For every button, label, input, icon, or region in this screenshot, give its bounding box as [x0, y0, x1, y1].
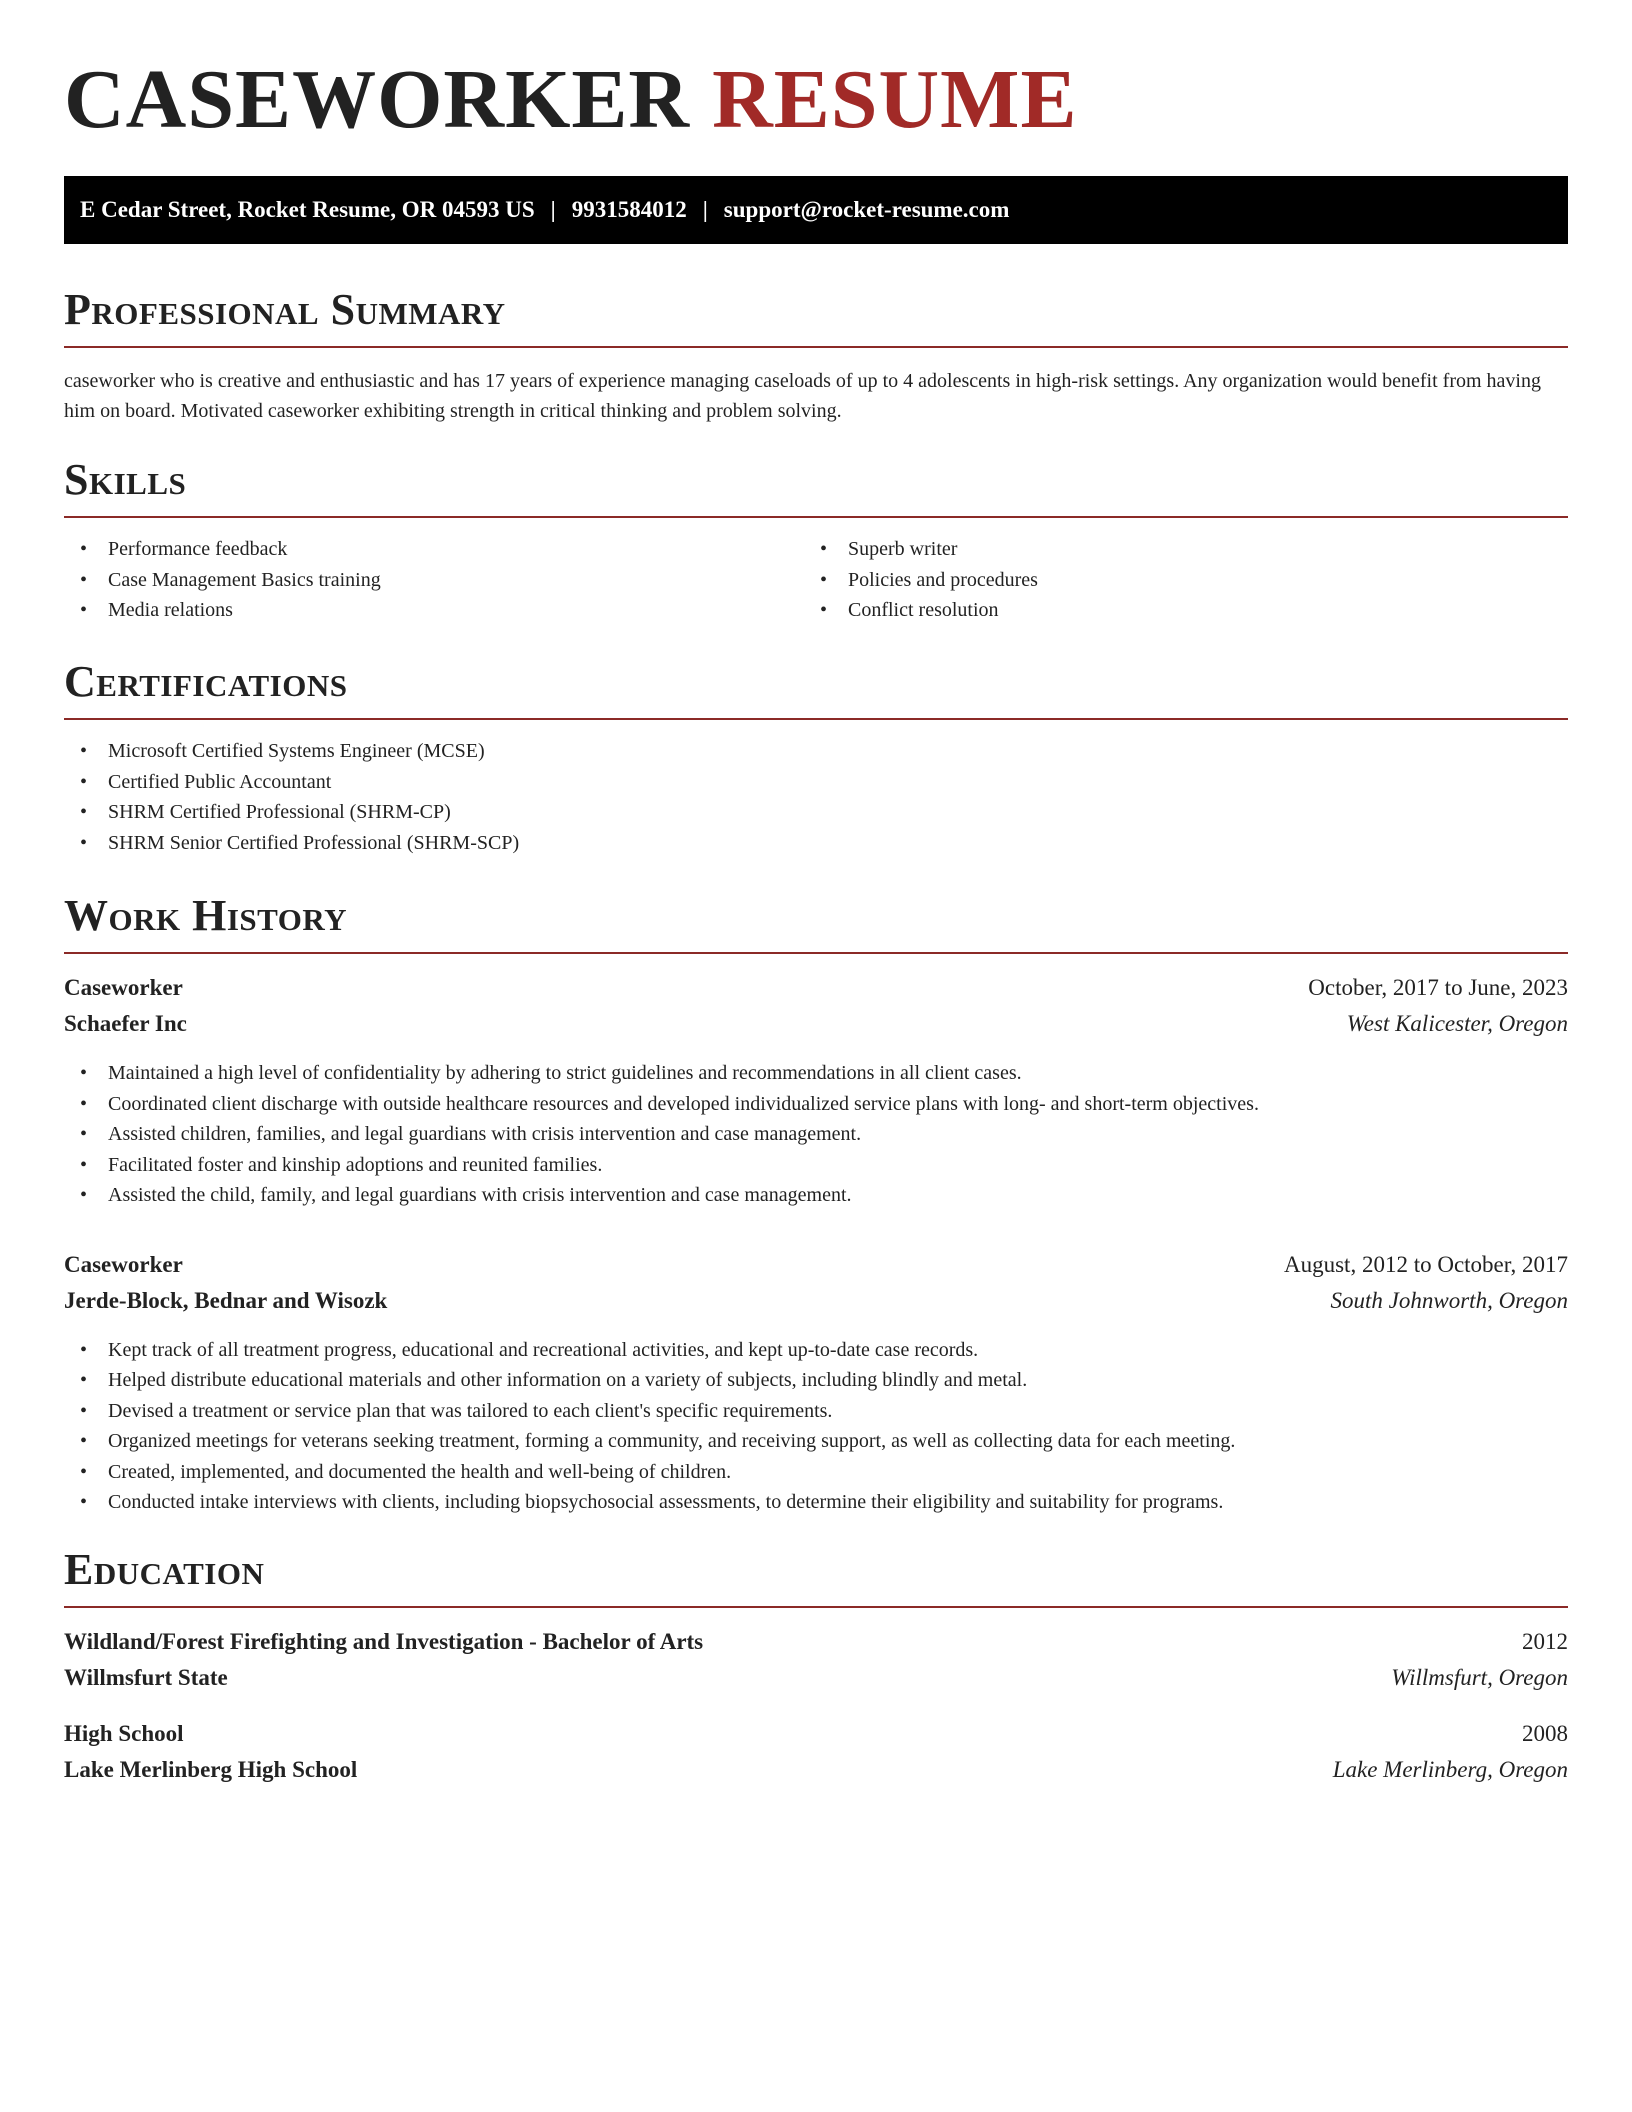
list-item: • Created, implemented, and documented the health and well-being of children.: [64, 1457, 1568, 1488]
list-item: • Maintained a high level of confidentiality by adhering to strict guidelines and recommendations in all client cases.: [64, 1058, 1568, 1089]
education-year: 2008: [1522, 1721, 1568, 1746]
job-dates: October, 2017 to June, 2023: [1308, 975, 1568, 1000]
skills-heading: Skills: [64, 455, 187, 504]
list-item: • Coordinated client discharge with outside healthcare resources and developed individualized service plans with long- and short-term objectives.: [64, 1089, 1568, 1120]
skills-list-left: [64, 534, 804, 626]
education-location: Willmsfurt, Oregon: [1391, 1665, 1568, 1690]
job-location: South Johnworth, Oregon: [1330, 1287, 1568, 1313]
list-item: • Assisted the child, family, and legal guardians with crisis intervention and case management.: [64, 1180, 1568, 1211]
education-header-row: [64, 1716, 1568, 1752]
summary-heading: Professional Summary: [64, 285, 506, 334]
education-school-row: [64, 1660, 1568, 1696]
skills-columns: [64, 518, 1568, 626]
list-item: • Media relations: [64, 595, 804, 626]
list-item: • Conducted intake interviews with clients, including biopsychosocial assessments, to determine their eligibility and suitability for programs.: [64, 1487, 1568, 1518]
job-title: Caseworker: [64, 975, 183, 1000]
education-entry: [64, 1624, 1568, 1696]
list-item: • Policies and procedures: [804, 565, 1544, 596]
list-item: • Helped distribute educational materials and other information on a variety of subjects, including blindly and metal.: [64, 1365, 1568, 1396]
list-item: • Kept track of all treatment progress, educational and recreational activities, and kept up-to-date case records.: [64, 1335, 1568, 1366]
list-item: • Organized meetings for veterans seeking treatment, forming a community, and receiving support, as well as collecting data for each meeting.: [64, 1426, 1568, 1457]
contact-separator: |: [702, 197, 708, 222]
list-item: • Assisted children, families, and legal guardians with crisis intervention and case management.: [64, 1119, 1568, 1150]
job-company-row: [64, 1283, 1568, 1319]
list-item: • Facilitated foster and kinship adoptions and reunited families.: [64, 1150, 1568, 1181]
job-duties-list: [64, 1335, 1568, 1518]
skills-list-right: [804, 534, 1544, 626]
education-degree: Wildland/Forest Firefighting and Investigation - Bachelor of Arts: [64, 1629, 704, 1654]
list-item: • SHRM Certified Professional (SHRM-CP): [64, 797, 1568, 828]
job-header-row: [64, 1247, 1568, 1283]
list-item: • SHRM Senior Certified Professional (SHRM-SCP): [64, 828, 1568, 859]
education-header-row: [64, 1624, 1568, 1660]
contact-phone: 9931584012: [571, 197, 687, 222]
job-company-row: [64, 1006, 1568, 1042]
education-section: [64, 1545, 1568, 1788]
certifications-heading: Certifications: [64, 657, 348, 706]
education-degree: High School: [64, 1721, 184, 1746]
contact-address: E Cedar Street, Rocket Resume, OR 04593 US: [80, 197, 535, 222]
job-location: West Kalicester, Oregon: [1346, 1011, 1568, 1036]
job-company: Schaefer Inc: [64, 1011, 187, 1036]
section-divider: [64, 1606, 1568, 1608]
job-entry: [64, 970, 1568, 1211]
contact-separator: |: [550, 197, 556, 222]
job-dates: August, 2012 to October, 2017: [1284, 1251, 1568, 1277]
education-school: Willmsfurt State: [64, 1665, 228, 1690]
education-entry: [64, 1716, 1568, 1788]
work-history-section: [64, 891, 1568, 1518]
education-location: Lake Merlinberg, Oregon: [1332, 1757, 1568, 1782]
section-divider: [64, 952, 1568, 954]
section-divider: [64, 346, 1568, 348]
job-title: Caseworker: [64, 1251, 183, 1277]
list-item: • Certified Public Accountant: [64, 767, 1568, 798]
education-year: 2012: [1522, 1629, 1568, 1654]
education-heading: Education: [64, 1545, 265, 1594]
list-item: • Superb writer: [804, 534, 1544, 565]
education-school-row: [64, 1752, 1568, 1788]
education-school: Lake Merlinberg High School: [64, 1757, 358, 1782]
job-company: Jerde-Block, Bednar and Wisozk: [64, 1287, 388, 1313]
list-item: • Devised a treatment or service plan that was tailored to each client's specific requirements.: [64, 1396, 1568, 1427]
title-part-2: RESUME: [712, 53, 1078, 146]
summary-section: [64, 285, 1568, 426]
contact-email: support@rocket-resume.com: [723, 197, 1010, 222]
contact-bar: [64, 176, 1568, 244]
title-part-1: CASEWORKER: [64, 53, 691, 146]
list-item: • Microsoft Certified Systems Engineer (MCSE): [64, 736, 1568, 767]
job-header-row: [64, 970, 1568, 1006]
summary-text: caseworker who is creative and enthusiastic and has 17 years of experience managing caseloads of up to 4 adolescents in high-risk settings. Any organization would benefit from having him on board. Motivated caseworker exhibiting strength in critical thinking and problem solving.: [64, 370, 1541, 422]
skills-section: [64, 455, 1568, 626]
section-divider: [64, 718, 1568, 720]
job-duties-list: [64, 1058, 1568, 1211]
list-item: • Case Management Basics training: [64, 565, 804, 596]
list-item: • Performance feedback: [64, 534, 804, 565]
work-history-heading: Work History: [64, 891, 348, 940]
certifications-section: [64, 657, 1568, 858]
resume-title: [64, 54, 1078, 146]
certifications-list: [64, 736, 1568, 858]
job-entry: [64, 1247, 1568, 1518]
list-item: • Conflict resolution: [804, 595, 1544, 626]
